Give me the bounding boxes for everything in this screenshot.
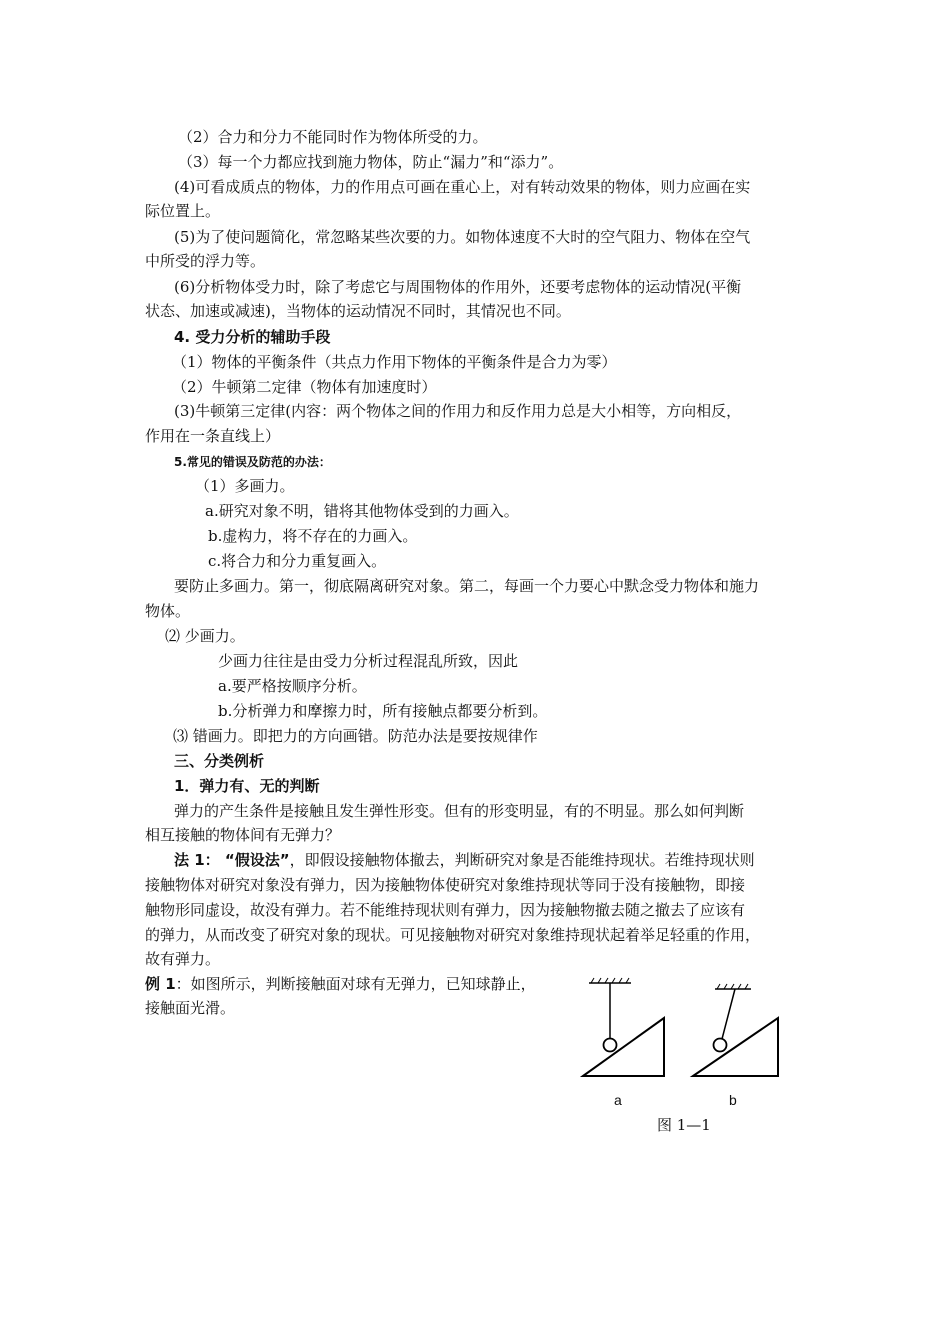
figure-label-a: a — [614, 1092, 622, 1108]
text-line: 接触面光滑。 — [145, 999, 236, 1017]
text-line: 中所受的浮力等。 — [145, 252, 266, 270]
text-line: (3)牛顿第三定律(内容：两个物体之间的作用力和反作用力总是大小相等，方向相反， — [174, 402, 742, 420]
text-line: (5)为了使问题简化，常忽略某些次要的力。如物体速度不大时的空气阻力、物体在空气 — [174, 228, 751, 246]
text-line: (4)可看成质点的物体，力的作用点可画在重心上，对有转动效果的物体，则力应画在实 — [174, 178, 751, 196]
text-line: b.分析弹力和摩擦力时，所有接触点都要分析到。 — [218, 702, 548, 720]
text-line: 的弹力，从而改变了研究对象的现状。可见接触物对研究对象维持现状起着举足轻重的作用， — [145, 926, 761, 944]
text-line: 相互接触的物体间有无弹力？ — [145, 826, 341, 844]
text-line: 接触物体对研究对象没有弹力，因为接触物体使研究对象维持现状等同于没有接触物，即接 — [145, 876, 746, 894]
text-line: c.将合力和分力重复画入。 — [208, 552, 387, 570]
section-heading: 4. 受力分析的辅助手段 — [174, 328, 331, 346]
diagram-a — [583, 978, 664, 1076]
example-label: 例 1 — [145, 975, 176, 993]
text-line: 作用在一条直线上） — [145, 427, 281, 445]
text-line: （1）物体的平衡条件（共点力作用下物体的平衡条件是合力为零） — [172, 353, 617, 371]
text-line: ⑵ 少画力。 — [165, 627, 245, 645]
text-line: 际位置上。 — [145, 202, 221, 220]
text-line: a.要严格按顺序分析。 — [218, 677, 367, 695]
text-line: 弹力的产生条件是接触且发生弹性形变。但有的形变明显，有的不明显。那么如何判断 — [174, 802, 745, 820]
text-line — [174, 850, 755, 870]
section-heading: 5.常见的错误及防范的办法： — [174, 455, 331, 469]
text-line: ⑶ 错画力。即把力的方向画错。防范办法是要按规律作 — [173, 727, 538, 745]
text-line: （1）多画力。 — [195, 477, 295, 495]
text-line — [145, 974, 536, 994]
example-text: ：如图所示，判断接触面对球有无弹力，已知球静止， — [175, 975, 536, 993]
section-heading: 三、分类例析 — [174, 752, 265, 770]
figure-caption: 图 1—1 — [657, 1116, 711, 1134]
text-line: b.虚构力，将不存在的力画入。 — [208, 527, 418, 545]
text-line: 故有弹力。 — [145, 950, 221, 968]
text-line: （2）合力和分力不能同时作为物体所受的力。 — [178, 128, 488, 146]
text-line: （2）牛顿第二定律（物体有加速度时） — [172, 378, 437, 396]
figure-label-b: b — [729, 1092, 737, 1108]
text-line: 要防止多画力。第一，彻底隔离研究对象。第二，每画一个力要心中默念受力物体和施力 — [174, 577, 760, 595]
text-line: 少画力往往是由受力分析过程混乱所致，因此 — [218, 652, 519, 670]
text-line: (6)分析物体受力时，除了考虑它与周围物体的作用外，还要考虑物体的运动情况(平衡 — [174, 278, 742, 296]
diagram-b — [693, 984, 778, 1076]
text-line: 触物形同虚设，故没有弹力。若不能维持现状则有弹力，因为接触物撤去随之撤去了应该有 — [145, 901, 746, 919]
text-line: 状态、加速或减速)，当物体的运动情况不同时，其情况也不同。 — [145, 302, 571, 320]
text-line: 物体。 — [145, 602, 191, 620]
text-line: a.研究对象不明，错将其他物体受到的力画入。 — [205, 502, 519, 520]
text-line: （3）每一个力都应找到施力物体，防止“漏力”和“添力”。 — [178, 153, 564, 171]
method-label: 法 1： “假设法” — [174, 851, 290, 869]
method-text: ，即假设接触物体撤去，判断研究对象是否能维持现状。若维持现状则 — [289, 851, 755, 869]
section-heading: 1．弹力有、无的判断 — [174, 777, 320, 795]
